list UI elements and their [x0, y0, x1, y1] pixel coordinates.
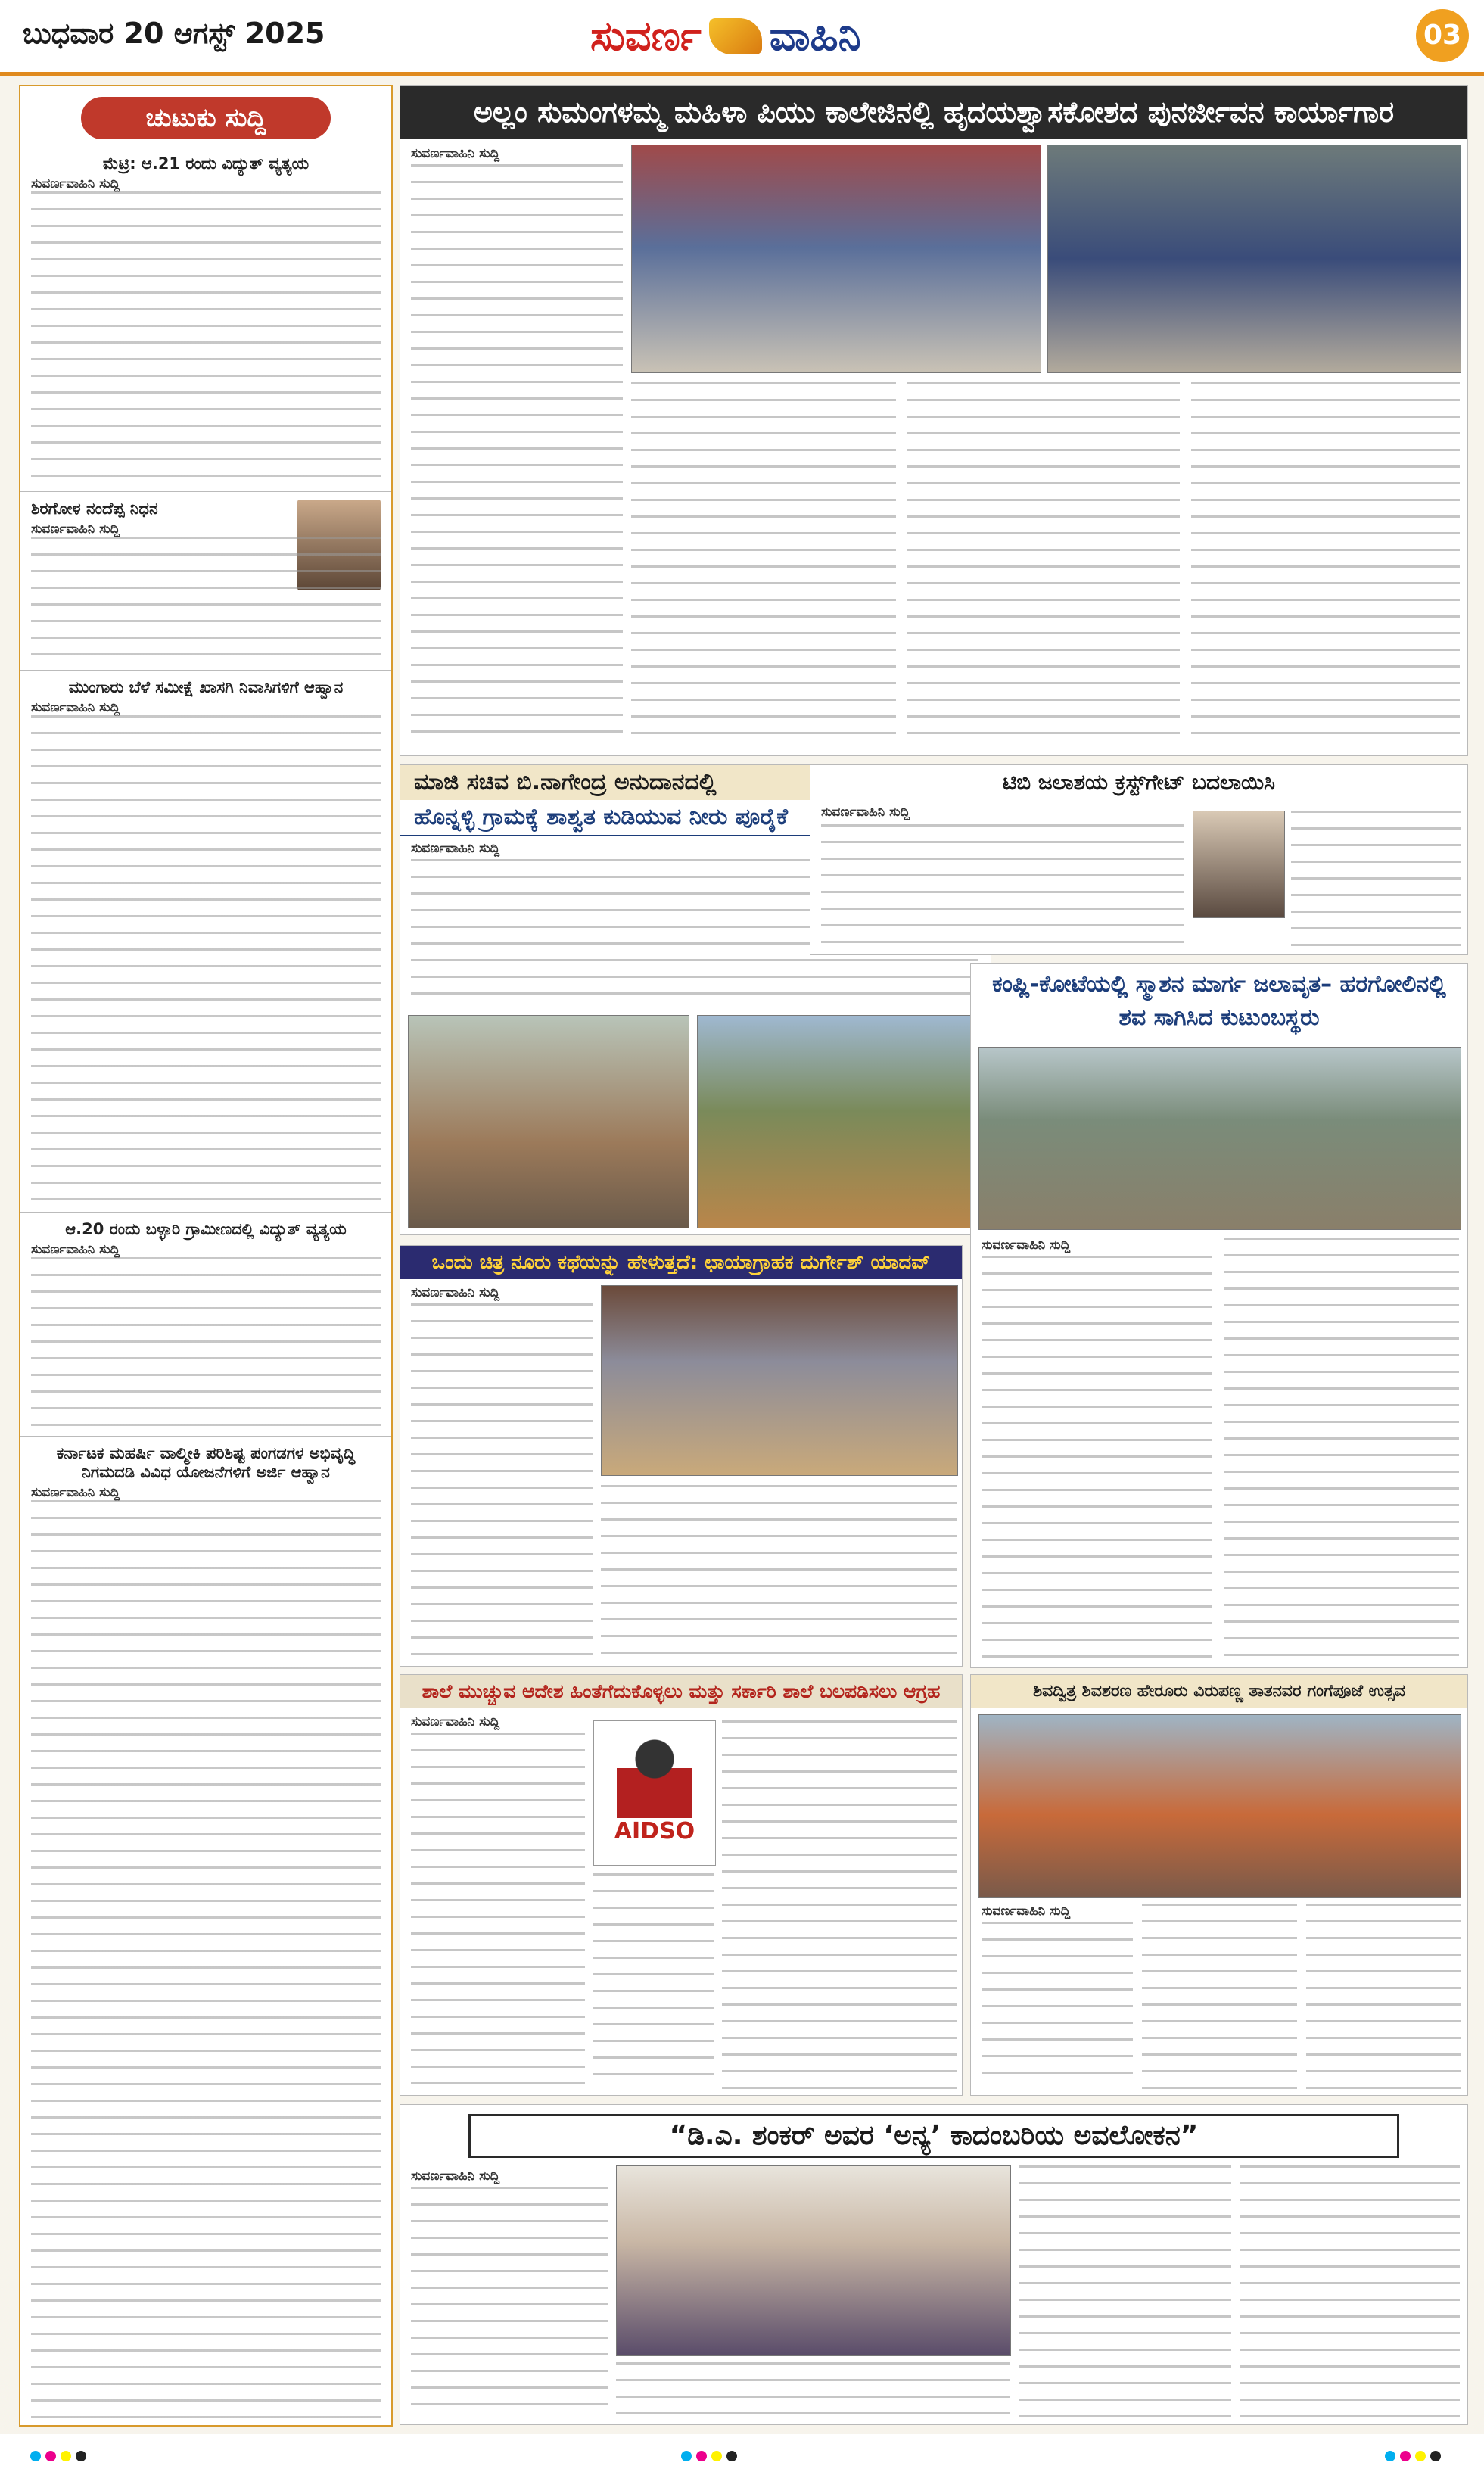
left-briefs-column: [19, 85, 393, 2427]
brief-4-byline: ಸುವರ್ಣವಾಹಿನಿ ಸುದ್ದಿ: [31, 1242, 120, 1257]
article-cpr-col2: [631, 382, 896, 746]
article-kampli-col2: [1224, 1238, 1459, 1661]
article-novel-col2: [616, 2362, 1010, 2417]
article-aidso-col2: [593, 1873, 714, 2089]
article-tb-dam-text: [821, 824, 1184, 945]
article-photographer-title: ಒಂದು ಚಿತ್ರ ನೂರು ಕಥೆಯನ್ನು ಹೇಳುತ್ತದೆ: ಛಾಯಾಗ್ರಾಹಕ ದುರ್ಗೇಶ್ ಯಾದವ್: [400, 1246, 962, 1279]
article-cpr-col4: [1191, 382, 1460, 746]
aidso-figure-icon: [617, 1727, 692, 1818]
article-ganga-byline: ಸುವರ್ಣವಾಹಿನಿ ಸುದ್ದಿ: [982, 1904, 1071, 1919]
page-number: 03: [1416, 9, 1469, 62]
article-aidso-col3: [722, 1720, 957, 2089]
cpr-photo-students: [1047, 145, 1461, 373]
article-kampli-byline: ಸುವರ್ಣವಾಹಿನಿ ಸುದ್ದಿ: [982, 1238, 1071, 1253]
page-header: [0, 0, 1484, 76]
aidso-logo: [593, 1720, 716, 1866]
article-novel-byline: ಸುವರ್ಣವಾಹಿನಿ ಸುದ್ದಿ: [411, 2168, 500, 2184]
honnalli-photo-excavator: [697, 1015, 985, 1228]
registration-marks-right: [1385, 2451, 1441, 2461]
article-photographer-byline: ಸುವರ್ಣವಾಹಿನಿ ಸುದ್ದಿ: [411, 1285, 500, 1300]
ganga-procession-photo: [978, 1714, 1461, 1898]
brief-5: [20, 1437, 391, 2427]
brief-2-title: ಶಿರಗೋಳ ನಂದೆಪ್ಪ ನಿಧನ: [31, 500, 158, 518]
brief-2-body: [31, 537, 381, 665]
article-cpr-workshop: [400, 85, 1468, 756]
brief-5-title: ಕರ್ನಾಟಕ ಮಹರ್ಷಿ ವಾಲ್ಮೀಕಿ ಪರಿಶಿಷ್ಟ ಪಂಗಡಗಳ ಅಭಿವೃದ್ಧಿ ನಿಗಮದಡಿ ವಿವಿಧ ಯೋಜನೆಗಳಿಗೆ ಅರ್ಜಿ ಆಹ್ವಾನ: [56, 1444, 356, 1481]
article-aidso: [400, 1674, 963, 2096]
brief-3-byline: ಸುವರ್ಣವಾಹಿನಿ ಸುದ್ದಿ: [31, 700, 120, 715]
article-aidso-byline: ಸುವರ್ಣವಾಹಿನಿ ಸುದ್ದಿ: [411, 1714, 500, 1729]
article-tb-dam-byline: ಸುವರ್ಣವಾಹಿನಿ ಸುದ್ದಿ: [821, 805, 910, 820]
article-aidso-col1: [411, 1733, 585, 2088]
brief-2: [20, 492, 391, 671]
article-photographer: [400, 1245, 963, 1667]
brief-2-byline: ಸುವರ್ಣವಾಹಿನಿ ಸುದ್ದಿ: [31, 521, 120, 537]
brief-4-body: [31, 1257, 381, 1431]
brief-3-body: [31, 715, 381, 1207]
brief-1: [20, 147, 391, 492]
article-photographer-col2: [601, 1485, 957, 1659]
article-honnalli-title: ಹೊನ್ನಳ್ಳಿ ಗ್ರಾಮಕ್ಕೆ ಶಾಶ್ವತ ಕುಡಿಯುವ ನೀರು ಪೂರೈಕೆ: [400, 800, 991, 836]
honnalli-photo-group: [408, 1015, 689, 1228]
kampli-photo-crowd: [978, 1047, 1461, 1230]
article-ganga-title: ಶಿವದ್ವಿತ್ರ ಶಿವಶರಣ ಹೇರೂರು ವಿರುಪಣ್ಣ ತಾತನವರ ಗಂಗೆಪೂಜೆ ಉತ್ಸವ: [971, 1675, 1467, 1708]
brief-5-byline: ಸುವರ್ಣವಾಹಿನಿ ಸುದ್ದಿ: [31, 1485, 120, 1500]
article-cpr-byline: ಸುವರ್ಣವಾಹಿನಿ ಸುದ್ದಿ: [411, 146, 500, 161]
brief-1-body: [31, 191, 381, 487]
brief-1-title: ಮೆಟ್ರಿ: ಆ.21 ರಂದು ವಿದ್ಯುತ್ ವ್ಯತ್ಯಯ: [102, 154, 310, 173]
registration-marks-left: [30, 2451, 86, 2461]
article-ganga-col1: [982, 1922, 1133, 2088]
brief-1-byline: ಸುವರ್ಣವಾಹಿನಿ ಸುದ್ದಿ: [31, 176, 120, 191]
article-kampli-title: ಕಂಪ್ಲಿ-ಕೋಟೆಯಲ್ಲಿ ಸ್ಮಾಶನ ಮಾರ್ಗ ಜಲಾವೃತ– ಹರಗೋಲಿನಲ್ಲಿ ಶವ ಸಾಗಿಸಿದ ಕುಟುಂಬಸ್ಥರು: [992, 971, 1446, 1031]
article-cpr-title: ಅಲ್ಲಂ ಸುಮಂಗಳಮ್ಮ ಮಹಿಳಾ ಪಿಯು ಕಾಲೇಜಿನಲ್ಲಿ ಹೃದಯಶ್ವಾಸಕೋಶದ ಪುನರ್ಜೀವನ ಕಾರ್ಯಾಗಾರ: [400, 86, 1467, 139]
article-novel-col4: [1240, 2165, 1460, 2417]
brief-5-body: [31, 1500, 381, 2427]
article-tb-dam-text2: [1291, 811, 1461, 947]
article-ganga-col2: [1142, 1904, 1297, 2089]
article-cpr-col3: [907, 382, 1180, 746]
brief-4: [20, 1213, 391, 1437]
article-novel-review: [400, 2104, 1468, 2425]
article-aidso-title: ಶಾಲೆ ಮುಚ್ಚುವ ಆದೇಶ ಹಿಂತೆಗೆದುಕೊಳ್ಳಲು ಮತ್ತು ಸರ್ಕಾರಿ ಶಾಲೆ ಬಲಪಡಿಸಲು ಆಗ್ರಹ: [400, 1675, 962, 1708]
masthead-right: ವಾಹಿನಿ: [769, 12, 861, 60]
masthead-logo: [590, 6, 861, 67]
masthead-emblem-icon: [709, 18, 762, 54]
registration-marks-center: [681, 2451, 737, 2461]
masthead-left: ಸುವರ್ಣ: [590, 12, 702, 60]
brief-4-title: ಆ.20 ರಂದು ಬಳ್ಳಾರಿ ಗ್ರಾಮೀಣದಲ್ಲಿ ವಿದ್ಯುತ್ ವ್ಯತ್ಯಯ: [65, 1220, 347, 1238]
article-photographer-col1: [411, 1303, 593, 1659]
aidso-logo-text: AIDSO: [614, 1818, 695, 1845]
article-kampli-flood: [970, 963, 1468, 1668]
article-novel-col3: [1019, 2165, 1231, 2417]
article-honnalli-byline: ಸುವರ್ಣವಾಹಿನಿ ಸುದ್ದಿ: [411, 841, 500, 856]
article-cpr-col1: [411, 164, 623, 747]
brief-3: [20, 671, 391, 1213]
article-tb-dam: [810, 764, 1468, 955]
article-ganga-pooja: [970, 1674, 1468, 2096]
article-kampli-col1: [982, 1256, 1212, 1661]
footer-print-marks: [0, 2434, 1484, 2472]
article-honnalli-kicker: ಮಾಜಿ ಸಚಿವ ಬಿ.ನಾಗೇಂದ್ರ ಅನುದಾನದಲ್ಲಿ: [400, 765, 991, 800]
photographer-group-photo: [601, 1285, 958, 1476]
novel-review-photo: [616, 2165, 1011, 2356]
briefs-title: ಚುಟುಕು ಸುದ್ದಿ: [81, 97, 331, 139]
article-novel-title: “ಡಿ.ಎ. ಶಂಕರ್ ಅವರ ‘ಅನ್ಯ’ ಕಾದಂಬರಿಯ ಅವಲೋಕನ”: [468, 2114, 1399, 2158]
issue-date: ಬುಧವಾರ 20 ಆಗಸ್ಟ್ 2025: [23, 17, 325, 50]
article-ganga-col3: [1306, 1904, 1461, 2089]
article-novel-col1: [411, 2187, 608, 2418]
brief-3-title: ಮುಂಗಾರು ಬೆಳೆ ಸಮೀಕ್ಷೆ ಖಾಸಗಿ ನಿವಾಸಿಗಳಿಗೆ ಆಹ್ವಾನ: [68, 678, 344, 696]
article-tb-dam-title: ಟಿಬಿ ಜಲಾಶಯ ಕ್ರಸ್ಟ್‌ಗೇಟ್ ಬದಲಾಯಿಸಿ: [1002, 770, 1275, 795]
cpr-photo-certificate: [631, 145, 1041, 373]
tb-dam-person-photo: [1193, 811, 1285, 918]
